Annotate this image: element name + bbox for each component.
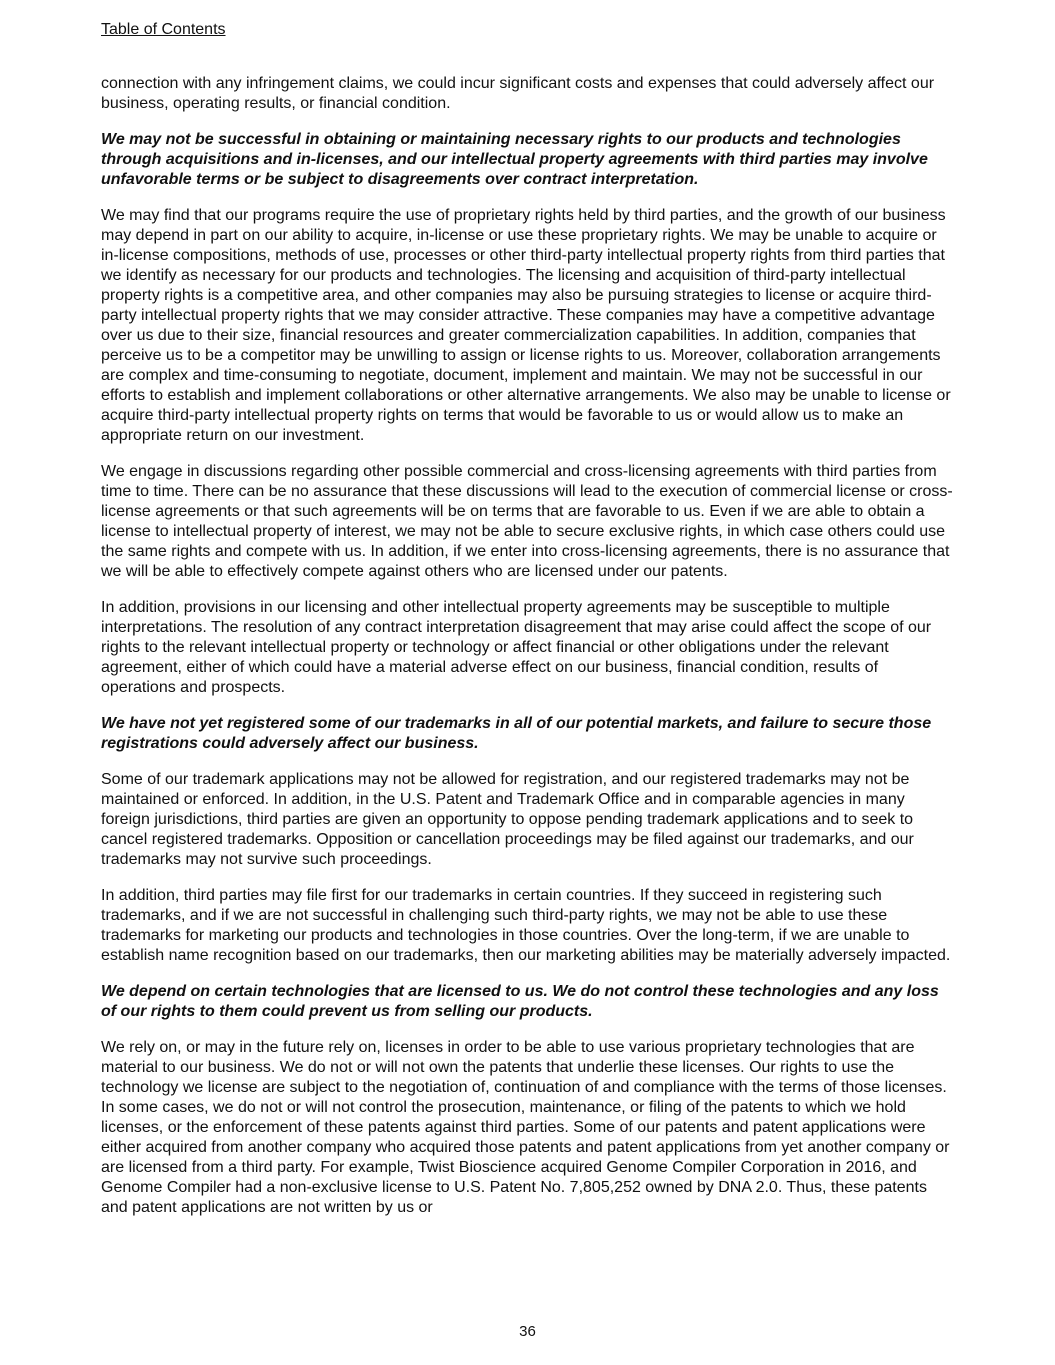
paragraph: Some of our trademark applications may not be allowed for registration, and our registered trademarks may not be maintained or enforced. In addition, in the U.S. Patent and Trademark Office and in comparable agencies in many foreign jurisdictions, third parties are given an opportunity to oppose pending trademark applications and to seek to cancel registered trademarks. Opposition or cancellation proceedings may be filed against our trademarks, and our trademarks may not survive such proceedings. — [101, 771, 914, 868]
paragraph: We rely on, or may in the future rely on, licenses in order to be able to use various proprietary technologies that are material to our business. We do not or will not own the patents that underlie these licenses. Our rights to use the technology we license are subject to the negotiation of, continuation of and compliance with the terms of those licenses. In some cases, we do not or will not control the prosecution, maintenance, or filing of the patents to which we hold licenses, or the enforcement of these patents against third parties. Some of our patents and patent applications were either acquired from another company who acquired those patents and patent applications from yet another company or are licensed from a third party. For example, Twist Bioscience acquired Genome Compiler Corporation in 2016, and Genome Compiler had a non-exclusive license to U.S. Patent No. 7,805,252 owned by DNA 2.0. Thus, these patents and patent applications are not written by us or — [101, 1039, 950, 1216]
paragraph: In addition, provisions in our licensing and other intellectual property agreements may be susceptible to multiple interpretations. The resolution of any contract interpretation disagreement that may arise could affect the scope of our rights to the relevant intellectual property or technology or affect financial or other obligations under the relevant agreement, either of which could have a material adverse effect on our business, financial condition, results of operations and prospects. — [101, 599, 932, 696]
section-heading: We have not yet registered some of our trademarks in all of our potential markets, and failure to secure those registrations could adversely affect our business. — [101, 715, 932, 752]
document-body — [101, 74, 957, 1234]
section-heading: We may not be successful in obtaining or maintaining necessary rights to our products and technologies through acquisitions and in-licenses, and our intellectual property agreements with third parties may involve unfavorable terms or be subject to disagreements over contract interpretation. — [101, 131, 928, 188]
paragraph: In addition, third parties may file first for our trademarks in certain countries. If they succeed in registering such trademarks, and if we are not successful in challenging such third-party rights, we may not be able to use these trademarks for marketing our products and technologies in those countries. Over the long-term, if we are unable to establish name recognition based on our trademarks, then our marketing abilities may be materially adversely impacted. — [101, 887, 951, 964]
paragraph: We may find that our programs require the use of proprietary rights held by third parties, and the growth of our business may depend in part on our ability to acquire, in-license or use these proprietary rights. We may be unable to acquire or in-license compositions, methods of use, processes or other third-party intellectual property rights from third parties that we identify as necessary for our products and technologies. The licensing and acquisition of third-party intellectual property rights is a competitive area, and other companies may also be pursuing strategies to license or acquire third-party intellectual property rights that we may consider attractive. These companies may have a competitive advantage over us due to their size, financial resources and greater commercialization capabilities. In addition, companies that perceive us to be a competitor may be unwilling to assign or license rights to us. Moreover, collaboration arrangements are complex and time-consuming to negotiate, document, implement and maintain. We may not be successful in our efforts to establish and implement collaborations or other alternative arrangements. We also may be unable to license or acquire third-party intellectual property rights on terms that would be favorable to us or would allow us to make an appropriate return on our investment. — [101, 207, 951, 444]
section-heading: We depend on certain technologies that are licensed to us. We do not control these technologies and any loss of our rights to them could prevent us from selling our products. — [101, 983, 939, 1020]
page-number: 36 — [519, 1323, 536, 1340]
paragraph: We engage in discussions regarding other possible commercial and cross-licensing agreements with third parties from time to time. There can be no assurance that these discussions will lead to the execution of commercial license or cross-license agreements or that such agreements will be on terms that are favorable to us. Even if we are able to obtain a license to intellectual property of interest, we may not be able to secure exclusive rights, in which case others could use the same rights and compete with us. In addition, if we enter into cross-licensing agreements, there is no assurance that we will be able to effectively compete against others who are licensed under our patents. — [101, 463, 953, 580]
paragraph: connection with any infringement claims, we could incur significant costs and expenses that could adversely affect our business, operating results, or financial condition. — [101, 75, 935, 112]
table-of-contents-link[interactable]: Table of Contents — [101, 21, 226, 38]
